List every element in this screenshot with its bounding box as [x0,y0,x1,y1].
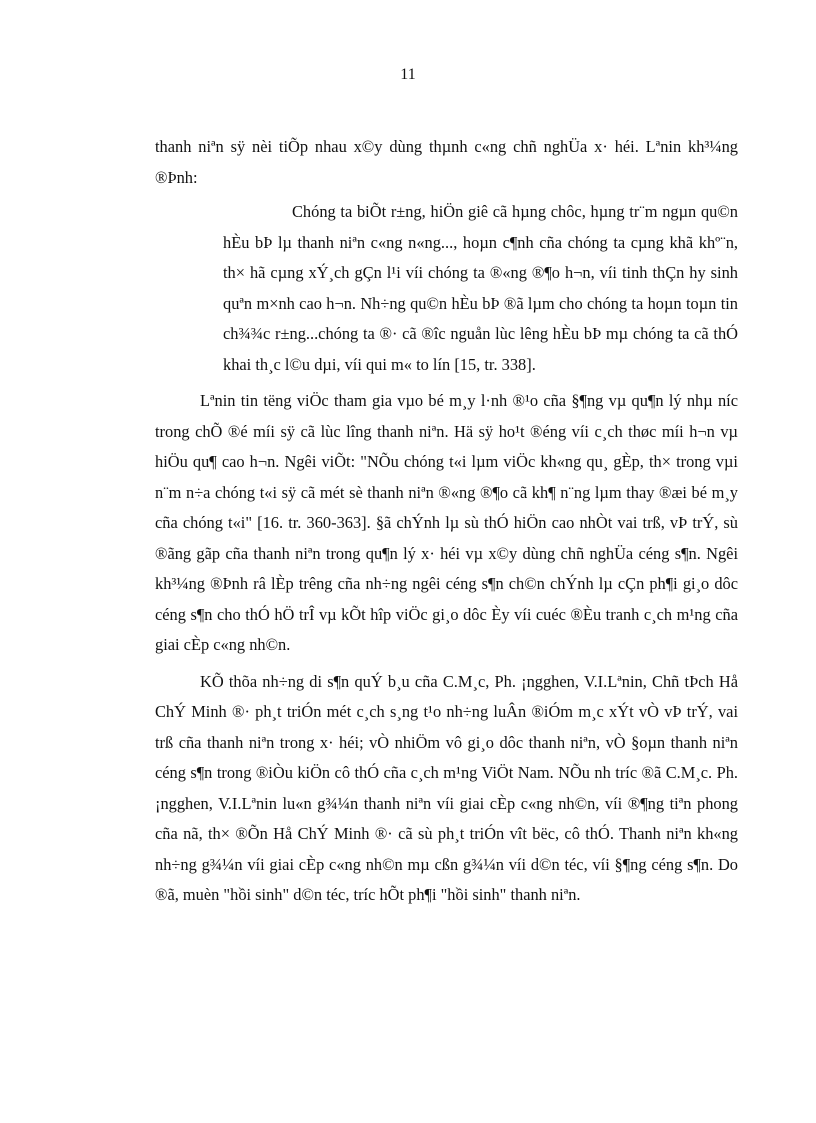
block-quote: Chóng ta biÕt r±ng, hiÖn giê cã hµng chôc, hµng tr¨m ngµn qu©n hÈu bÞ lµ thanh niªn c«ng n«ng..., hoµn c¶nh cña chóng ta cµng khã khº¨n, th× hã cµng xÝ¸ch gÇn l¹i víi chóng ta ®«ng ®¶o h¬n, víi tinh thÇn hy sinh quªn m×nh cao h¬n. Nh÷ng qu©n hÈu bÞ ®ã lµm cho chóng ta hoµn toµn tin ch¾¾c r±ng...chóng ta ®· cã ®îc nguån lùc lêng hÈu bÞ mµ chóng ta cã thÓ khai th¸c l©u dµi, víi qui m« to lín [15, tr. 338]. [223,202,738,374]
body-text [155,132,738,911]
page-number: 11 [400,66,416,83]
paragraph: Lªnin tin tëng viÖc tham gia vµo bé m¸y l·nh ®¹o cña §¶ng vµ qu¶n lý nhµ níc trong chÕ ®é míi sÿ cã lùc lîng thanh niªn. Hä sÿ ho¹t ®éng víi c¸ch thøc míi h¬n vµ hiÖu qu¶ cao h¬n. Ngêi viÕt: "NÕu chóng t«i lµm viÖc kh«ng qu¸ gÈp, th× trong vµi n¨m n÷a chóng t«i sÿ cã mét sè thanh niªn ®«ng ®¶o cã kh¶ n¨ng lµm thay ®æi bé m¸y cña chóng t«i" [16. tr. 360-363]. §ã chÝnh lµ sù thÓ hiÖn cao nhÒt vai trß, vÞ trÝ, sù ®ãng gãp cña thanh niªn trong qu¶n lý x· héi vµ x©y dùng chñ nghÜa céng s¶n. Ngêi kh³¼ng ®Þnh râ lÈp trêng cña nh÷ng ngêi céng s¶n ch©n chÝnh lµ cÇn ph¶i gi¸o dôc céng s¶n cho thÓ hÖ trÎ vµ kÕt hîp viÖc gi¸o dôc Èy víi cuéc ®Èu tranh c¸ch m¹ng cña giai cÈp c«ng nh©n. [155,391,738,654]
paragraph-continuation: thanh niªn sÿ nèi tiÕp nhau x©y dùng thµnh c«ng chñ nghÜa x· héi. Lªnin kh³¼ng ®Þnh: [155,137,738,187]
paragraph: KÕ thõa nh÷ng di s¶n quÝ b¸u cña C.M¸c, Ph. ¡ngghen, V.I.Lªnin, Chñ tÞch Hå ChÝ Minh ®· ph¸t triÓn mét c¸ch s¸ng t¹o nh÷ng luÂn ®iÓm m¸c xÝt vÒ vÞ trÝ, vai trß cña thanh niªn trong x· héi; vÒ nhiÖm vô gi¸o dôc thanh niªn, vÒ §oµn thanh niªn céng s¶n trong ®iÒu kiÖn cô thÓ cña c¸ch m¹ng ViÖt Nam. NÕu nh tríc ®ã C.M¸c. Ph. ¡ngghen, V.I.Lªnin lu«n g¾¼n thanh niªn víi giai cÈp c«ng nh©n, víi ®¶ng tiªn phong cña nã, th× ®Õn Hå ChÝ Minh ®· cã sù ph¸t triÓn vît bëc, cô thÓ. Thanh niªn kh«ng nh÷ng g¾¼n víi giai cÈp c«ng nh©n mµ cßn g¾¼n víi d©n téc, víi §¶ng céng s¶n. Do ®ã, muèn "hồi sinh" d©n téc, tríc hÕt ph¶i "hồi sinh" thanh niªn. [155,671,738,904]
